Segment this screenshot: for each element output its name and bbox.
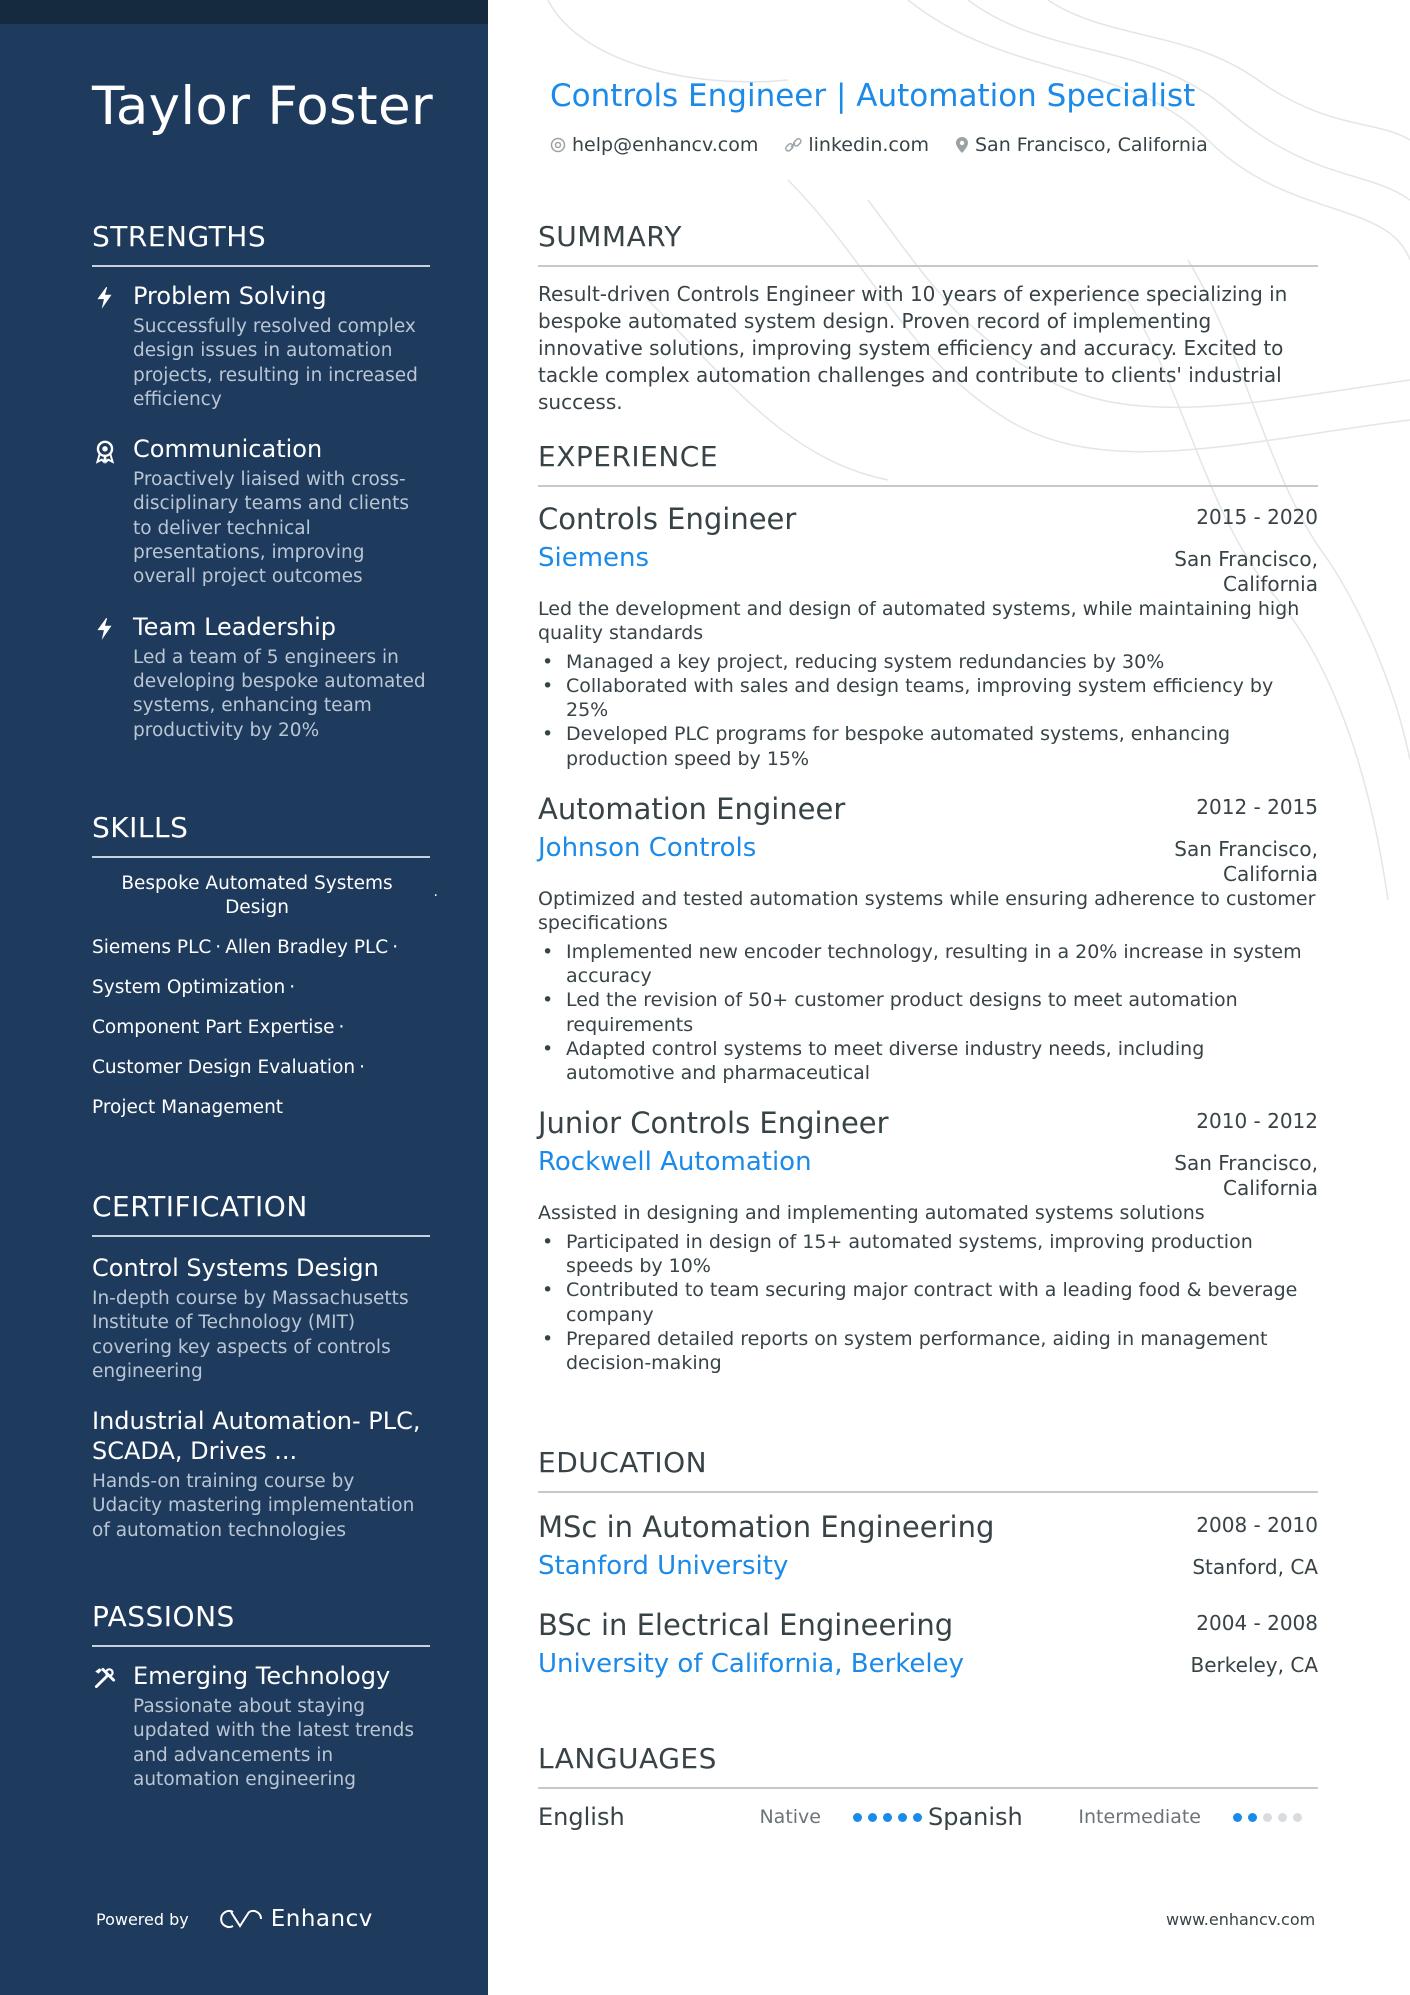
certification-item [92, 1406, 430, 1543]
strength-item [92, 281, 430, 412]
job-bullet: • Managed a key project, reducing system redundancies by 30% [538, 650, 1318, 674]
at-icon [550, 137, 566, 153]
job-bullet: • Adapted control systems to meet diverse industry needs, including automotive and pharmaceutical [538, 1037, 1318, 1086]
language-item [538, 1803, 928, 1831]
contact-email-text: help@enhancv.com [572, 134, 759, 156]
certification-heading: CERTIFICATION [92, 1190, 430, 1237]
certification-desc: In-depth course by Massachusetts Institute of Technology (MIT) covering key aspects of controls engineering [92, 1288, 409, 1382]
job-location: San Francisco, California [1174, 547, 1318, 596]
education-entry [538, 1607, 1318, 1681]
proficiency-dot [868, 1813, 877, 1822]
contact-location-text: San Francisco, California [975, 134, 1208, 156]
job-location: San Francisco, California [1174, 1151, 1318, 1201]
language-proficiency-dots [1233, 1813, 1308, 1822]
proficiency-dot [1293, 1813, 1302, 1822]
skill-tag: System Optimization [92, 977, 286, 998]
strengths-section [92, 220, 430, 743]
certification-item [92, 1253, 430, 1384]
education-school: Stanford University [538, 1551, 789, 1581]
summary-section [538, 220, 1318, 416]
education-section [538, 1446, 1318, 1681]
certification-title: Control Systems Design [92, 1254, 379, 1282]
strength-title: Problem Solving [133, 282, 327, 310]
enhancv-brand-name: Enhancv [270, 1906, 373, 1932]
language-name: English [538, 1803, 625, 1831]
enhancv-logo-icon [217, 1907, 263, 1931]
job-company: Siemens [538, 543, 650, 573]
passion-desc: Passionate about staying updated with the latest trends and advancements in automation engineering [133, 1696, 415, 1790]
job-entry [538, 1105, 1318, 1375]
location-pin-icon [955, 136, 969, 154]
proficiency-dot [913, 1813, 922, 1822]
job-bullet: • Participated in design of 15+ automated systems, improving production speeds by 10% [538, 1230, 1318, 1279]
job-bullet: • Prepared detailed reports on system performance, aiding in management decision-making [538, 1327, 1318, 1376]
strength-title: Team Leadership [133, 612, 336, 641]
job-title: Automation Engineer [538, 792, 846, 827]
job-dates: 2012 - 2015 [1196, 795, 1318, 820]
job-bullet: • Implemented new encoder technology, resulting in a 20% increase in system accuracy [538, 940, 1318, 989]
skills-section [92, 811, 438, 1136]
job-company: Johnson Controls [538, 833, 757, 864]
job-dates: 2010 - 2012 [1196, 1109, 1318, 1134]
footer-site-link[interactable]: www.enhancv.com [1166, 1910, 1316, 1929]
skill-row: Siemens PLC · Allen Bradley PLC · [92, 937, 399, 958]
contact-linkedin-text: linkedin.com [808, 134, 929, 156]
skill-tag: Customer Design Evaluation [92, 1057, 356, 1078]
lightning-icon [92, 285, 118, 311]
proficiency-dot [1278, 1813, 1287, 1822]
skill-row [92, 1096, 430, 1120]
proficiency-dot [1248, 1813, 1257, 1822]
education-location: Berkeley, CA [1190, 1653, 1318, 1677]
skills-heading: SKILLS [92, 811, 430, 858]
skill-row: Component Part Expertise · [92, 1017, 345, 1038]
powered-by [96, 1906, 373, 1932]
contact-email[interactable] [550, 134, 758, 156]
job-location: San Francisco, California [1174, 837, 1318, 887]
lightning-icon [92, 616, 118, 642]
education-dates: 2004 - 2008 [1196, 1611, 1318, 1635]
tools-icon [92, 1665, 118, 1691]
education-heading: EDUCATION [538, 1446, 1318, 1493]
job-title: Junior Controls Engineer [538, 1106, 889, 1141]
passion-item [92, 1661, 430, 1792]
main-content [488, 0, 1410, 1995]
certification-title: Industrial Automation- PLC, SCADA, Drives ... [92, 1407, 421, 1466]
strength-item [92, 434, 430, 589]
languages-list [538, 1803, 1318, 1831]
passions-section [92, 1600, 430, 1792]
candidate-name: Taylor Foster [92, 76, 433, 137]
passions-heading: PASSIONS [92, 1600, 430, 1647]
education-degree: MSc in Automation Engineering [538, 1510, 995, 1544]
proficiency-dot [898, 1813, 907, 1822]
language-level: Intermediate [1078, 1806, 1201, 1828]
link-icon [784, 137, 802, 153]
language-proficiency-dots [853, 1813, 928, 1822]
job-bullets [538, 940, 1318, 1086]
summary-text: Result-driven Controls Engineer with 10 years of experience specializing in bespoke automated system design. Proven record of implementing innovative solutions, improving system efficiency and accuracy. Excited to tackle complex automation challenges and contribute to clients' industrial success. [538, 282, 1288, 414]
skill-tag: Bespoke Automated Systems Design · [121, 873, 438, 918]
job-entry [538, 501, 1318, 771]
skill-tag: Siemens PLC [92, 937, 212, 958]
proficiency-dot [883, 1813, 892, 1822]
experience-section [538, 440, 1318, 1376]
certification-section [92, 1190, 430, 1543]
experience-heading: EXPERIENCE [538, 440, 1318, 487]
contact-location [955, 134, 1208, 156]
enhancv-logo[interactable] [217, 1906, 373, 1932]
job-bullet: • Contributed to team securing major contract with a leading food & beverage company [538, 1278, 1318, 1327]
job-company: Rockwell Automation [538, 1147, 812, 1178]
language-name: Spanish [928, 1803, 1023, 1831]
skill-tag: Allen Bradley PLC [225, 937, 389, 958]
proficiency-dot [1263, 1813, 1272, 1822]
skill-row: Customer Design Evaluation · [92, 1057, 366, 1078]
job-entry [538, 791, 1318, 1085]
job-description: Optimized and tested automation systems while ensuring adherence to customer specifications [538, 888, 1316, 935]
strength-title: Communication [133, 435, 323, 464]
proficiency-dot [853, 1813, 862, 1822]
language-level: Native [759, 1806, 821, 1828]
strength-item [92, 612, 430, 743]
job-title: Controls Engineer [538, 502, 797, 536]
job-bullet: • Led the revision of 50+ customer product designs to meet automation requirements [538, 988, 1318, 1037]
skills-list [92, 872, 438, 1120]
strength-desc: Proactively liaised with cross-disciplinary teams and clients to deliver technical presentations, improving overall project outcomes [133, 469, 410, 588]
education-degree: BSc in Electrical Engineering [538, 1608, 954, 1642]
language-item [928, 1803, 1308, 1831]
job-bullet: • Developed PLC programs for bespoke automated systems, enhancing production speed by 15% [538, 722, 1318, 771]
job-dates: 2015 - 2020 [1196, 505, 1318, 529]
summary-heading: SUMMARY [538, 220, 1318, 267]
education-dates: 2008 - 2010 [1196, 1513, 1318, 1537]
languages-section [538, 1742, 1318, 1831]
job-description: Led the development and design of automated systems, while maintaining high quality standards [538, 598, 1300, 645]
job-bullets [538, 1230, 1318, 1376]
contact-bar [550, 134, 1234, 156]
education-entry [538, 1509, 1318, 1583]
skill-tag: Project Management [92, 1097, 284, 1118]
passion-title: Emerging Technology [133, 1662, 391, 1690]
award-icon [92, 438, 118, 464]
skill-tag: Component Part Expertise [92, 1017, 335, 1038]
powered-by-label: Powered by [96, 1909, 189, 1929]
certification-desc: Hands-on training course by Udacity mastering implementation of automation technologies [92, 1471, 415, 1541]
education-location: Stanford, CA [1192, 1555, 1318, 1579]
job-bullets [538, 650, 1318, 771]
job-bullet: • Collaborated with sales and design teams, improving system efficiency by 25% [538, 674, 1318, 723]
proficiency-dot [1233, 1813, 1242, 1822]
skill-row: System Optimization · [92, 977, 296, 998]
contact-linkedin[interactable] [784, 134, 929, 156]
education-school: University of California, Berkeley [538, 1649, 964, 1679]
job-description: Assisted in designing and implementing automated systems solutions [538, 1202, 1205, 1225]
strength-desc: Successfully resolved complex design issues in automation projects, resulting in increased efficiency [133, 316, 418, 410]
headline: Controls Engineer | Automation Specialist [550, 78, 1196, 114]
sidebar [0, 0, 488, 1995]
strengths-heading: STRENGTHS [92, 220, 430, 267]
strength-desc: Led a team of 5 engineers in developing bespoke automated systems, enhancing team productivity by 20% [133, 646, 426, 741]
languages-heading: LANGUAGES [538, 1742, 1318, 1789]
sidebar-top-bar [0, 0, 488, 24]
